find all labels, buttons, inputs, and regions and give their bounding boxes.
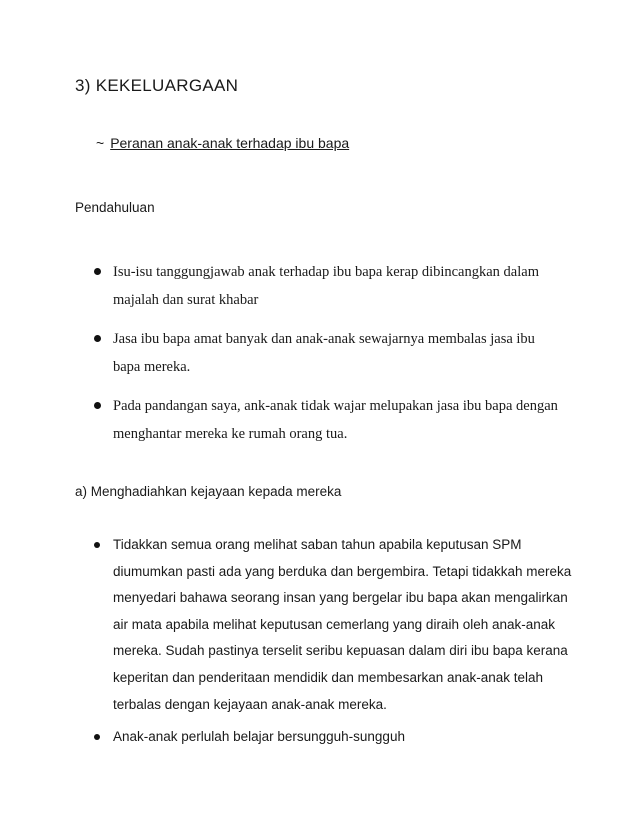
intro-bullet-list bbox=[94, 258, 564, 459]
list-item: Anak-anak perlulah belajar bersungguh-sungguh bbox=[94, 724, 584, 751]
list-item: Jasa ibu bapa amat banyak dan anak-anak sewajarnya membalas jasa ibu bapa mereka. bbox=[94, 325, 564, 381]
intro-label: Pendahuluan bbox=[75, 200, 155, 215]
section-a-title: a) Menghadiahkan kejayaan kepada mereka bbox=[75, 484, 342, 499]
section-heading: 3) KEKELUARGAAN bbox=[75, 76, 239, 95]
list-item: Tidakkan semua orang melihat saban tahun apabila keputusan SPM diumumkan pasti ada yang berduka dan bergembira. Tetapi tidakkah mereka menyedari bahawa seorang insan yang bergelar ibu bapa akan mengalirkan air mata apabila melihat keputusan cemerlang yang diraih oleh anak-anak mereka. Sudah pastinya terselit seribu kepuasan dalam diri ibu bapa kerana keperitan dan penderitaan mendidik dan membesarkan anak-anak telah terbalas dengan kejayaan anak-anak mereka. bbox=[94, 532, 584, 718]
subtitle bbox=[96, 135, 349, 151]
subtitle-text: Peranan anak-anak terhadap ibu bapa bbox=[110, 135, 350, 151]
list-item: Pada pandangan saya, ank-anak tidak wajar melupakan jasa ibu bapa dengan menghantar mereka ke rumah orang tua. bbox=[94, 392, 564, 448]
list-item: Isu-isu tanggungjawab anak terhadap ibu bapa kerap dibincangkan dalam majalah dan surat khabar bbox=[94, 258, 564, 314]
section-a-bullet-list bbox=[94, 532, 584, 757]
subtitle-tilde: ~ bbox=[96, 135, 105, 151]
